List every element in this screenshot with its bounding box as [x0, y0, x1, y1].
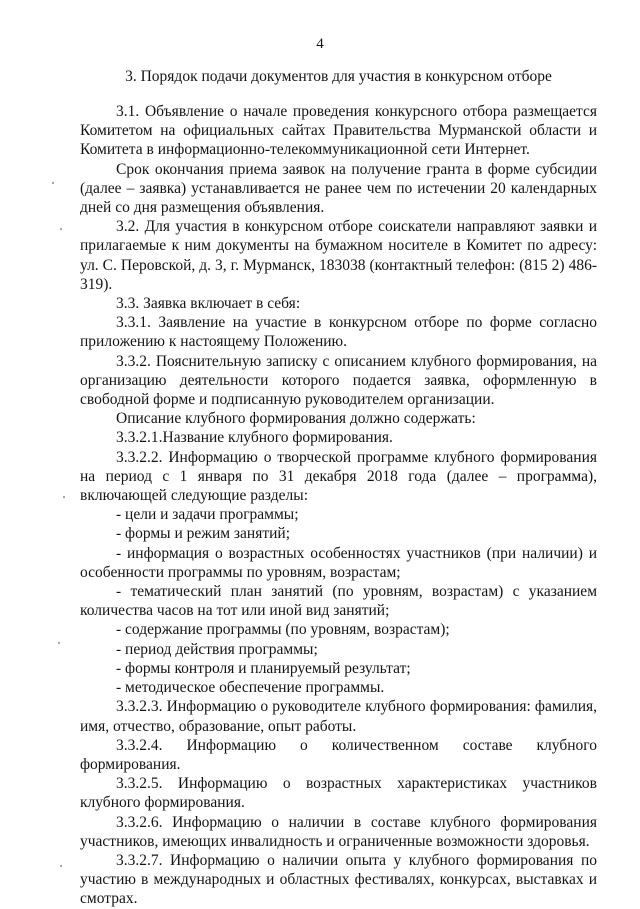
list-item-methodology: - методическое обеспечение программы. [116, 679, 385, 697]
list-item-control: - формы контроля и планируемый результат; [116, 659, 411, 677]
paragraph-3-3-2-5: 3.3.2.5. Информацию о возрастных характеристиках участников клубного формирования. [80, 775, 597, 812]
section-heading: 3. Порядок подачи документов для участия в конкурсном отборе [125, 68, 552, 85]
paragraph-3-1: 3.1. Объявление о начале проведения конкурсного отбора размещается Комитетом на официальных сайтах Правительства Мурманской области и Комитета в информационно-телекоммуникационной сети Интернет. [80, 103, 597, 159]
paragraph-3-3-2-3: 3.3.2.3. Информацию о руководителе клубного формирования: фамилия, имя, отчество, образование, опыт работы. [80, 698, 597, 735]
scan-speck [52, 182, 54, 184]
paragraph-3-3-1: 3.3.1. Заявление на участие в конкурсном отборе по форме согласно приложению к настоящему Положению. [80, 314, 597, 351]
paragraph-3-3-2-4: 3.3.2.4. Информацию о количественном составе клубного формирования. [80, 736, 597, 773]
list-item-thematic-plan: - тематический план занятий (по уровням, возрастам) с указанием количества часов на тот или иной вид занятий; [80, 583, 597, 620]
list-item-forms: - формы и режим занятий; [116, 525, 291, 543]
scan-speck [60, 228, 62, 230]
paragraph-3-3-2-6: 3.3.2.6. Информацию о наличии в составе клубного формирования участников, имеющих инвалидность и ограниченные возможности здоровья. [80, 813, 597, 850]
scan-speck [58, 642, 60, 644]
page-number: 4 [316, 36, 324, 52]
list-item-period: - период действия программы; [116, 640, 318, 658]
scan-speck [60, 865, 62, 867]
scan-speck [63, 496, 65, 498]
list-item-goals: - цели и задачи программы; [116, 506, 299, 524]
paragraph-3-2: 3.2. Для участия в конкурсном отборе соискатели направляют заявки и прилагаемые к ним документы на бумажном носителе в Комитет по адресу: ул. С. Перовской, д. 3, г. Мурманск, 183038 (контактный телефон: (815 2) 486-319). [80, 218, 597, 293]
paragraph-description-intro: Описание клубного формирования должно содержать: [116, 410, 476, 428]
list-item-age-info: - информация о возрастных особенностях участников (при наличии) и особенности программы по уровням, возрастам; [80, 544, 597, 581]
paragraph-3-3-2-7: 3.3.2.7. Информацию о наличии опыта у клубного формирования по участию в международных и областных фестивалях, конкурсах, выставках и смотрах. [80, 851, 597, 908]
paragraph-deadline: Срок окончания приема заявок на получение гранта в форме субсидии (далее – заявка) устанавливается не ранее чем по истечении 20 календарных дней со дня размещения объявления. [80, 160, 597, 217]
paragraph-3-3: 3.3. Заявка включает в себя: [116, 295, 301, 313]
paragraph-3-3-2-2: 3.3.2.2. Информацию о творческой программе клубного формирования на период с 1 января по 31 декабря 2018 года (далее – программа), включающей следующие разделы: [80, 448, 597, 505]
list-item-content: - содержание программы (по уровням, возрастам); [116, 621, 450, 639]
paragraph-3-3-2: 3.3.2. Пояснительную записку с описанием клубного формирования, на организацию деятельности которого подается заявка, оформленную в свободной форме и подписанную руководителем организации. [80, 352, 597, 409]
paragraph-3-3-2-1: 3.3.2.1.Название клубного формирования. [116, 429, 393, 447]
document-body [80, 102, 597, 909]
